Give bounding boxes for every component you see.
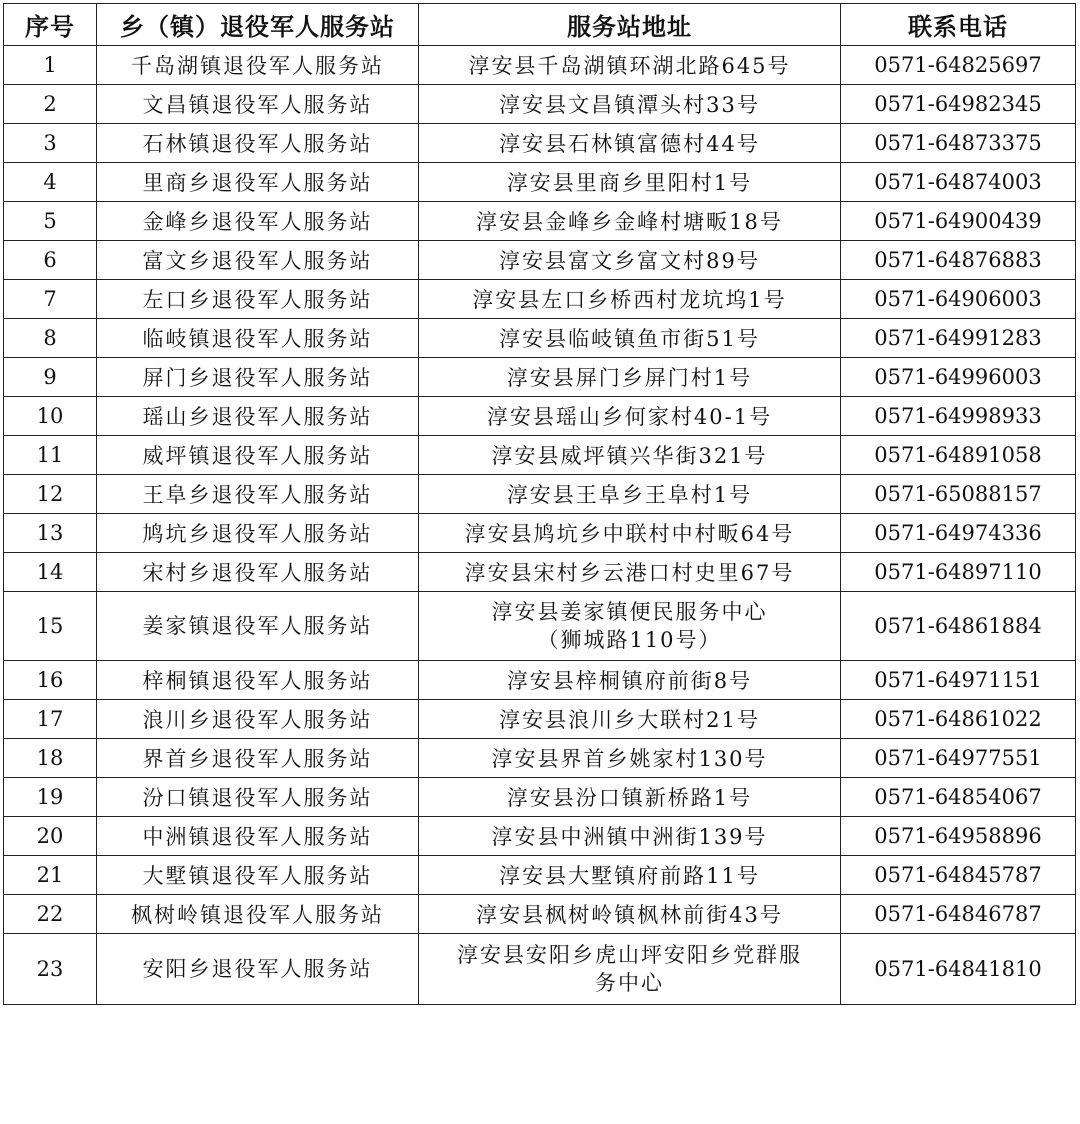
cell-station: 姜家镇退役军人服务站 — [97, 592, 419, 661]
cell-phone: 0571-64998933 — [841, 397, 1076, 436]
cell-station: 大墅镇退役军人服务站 — [97, 856, 419, 895]
cell-address: 淳安县瑶山乡何家村40-1号 — [419, 397, 841, 436]
cell-phone: 0571-64845787 — [841, 856, 1076, 895]
cell-address: 淳安县石林镇富德村44号 — [419, 124, 841, 163]
cell-index: 9 — [4, 358, 97, 397]
cell-station: 屏门乡退役军人服务站 — [97, 358, 419, 397]
header-station: 乡（镇）退役军人服务站 — [97, 4, 419, 46]
cell-phone: 0571-64996003 — [841, 358, 1076, 397]
table-row — [4, 280, 1076, 319]
cell-phone: 0571-64906003 — [841, 280, 1076, 319]
cell-phone: 0571-65088157 — [841, 475, 1076, 514]
table-row — [4, 475, 1076, 514]
table-header-row — [4, 4, 1076, 46]
table-row — [4, 358, 1076, 397]
cell-index: 17 — [4, 700, 97, 739]
cell-address: 淳安县浪川乡大联村21号 — [419, 700, 841, 739]
cell-station: 石林镇退役军人服务站 — [97, 124, 419, 163]
cell-phone: 0571-64977551 — [841, 739, 1076, 778]
cell-index: 23 — [4, 934, 97, 1005]
cell-phone: 0571-64861884 — [841, 592, 1076, 661]
cell-address: 淳安县中洲镇中洲街139号 — [419, 817, 841, 856]
table-row — [4, 661, 1076, 700]
cell-station: 里商乡退役军人服务站 — [97, 163, 419, 202]
table-row — [4, 856, 1076, 895]
cell-address: 淳安县枫树岭镇枫林前街43号 — [419, 895, 841, 934]
cell-station: 浪川乡退役军人服务站 — [97, 700, 419, 739]
table-row — [4, 592, 1076, 661]
cell-address: 淳安县屏门乡屏门村1号 — [419, 358, 841, 397]
cell-station: 金峰乡退役军人服务站 — [97, 202, 419, 241]
cell-index: 2 — [4, 85, 97, 124]
cell-index: 16 — [4, 661, 97, 700]
cell-phone: 0571-64874003 — [841, 163, 1076, 202]
table-row — [4, 202, 1076, 241]
cell-phone: 0571-64974336 — [841, 514, 1076, 553]
table-row — [4, 436, 1076, 475]
table-row — [4, 817, 1076, 856]
cell-station: 鸠坑乡退役军人服务站 — [97, 514, 419, 553]
cell-address: 淳安县里商乡里阳村1号 — [419, 163, 841, 202]
cell-index: 19 — [4, 778, 97, 817]
cell-station: 梓桐镇退役军人服务站 — [97, 661, 419, 700]
cell-index: 13 — [4, 514, 97, 553]
table-row — [4, 514, 1076, 553]
cell-phone: 0571-64991283 — [841, 319, 1076, 358]
table-row — [4, 319, 1076, 358]
cell-station: 中洲镇退役军人服务站 — [97, 817, 419, 856]
cell-index: 12 — [4, 475, 97, 514]
cell-index: 1 — [4, 46, 97, 85]
cell-address-line: （狮城路110号） — [537, 628, 722, 652]
cell-index: 7 — [4, 280, 97, 319]
cell-station: 枫树岭镇退役军人服务站 — [97, 895, 419, 934]
cell-address-line: 淳安县安阳乡虎山坪安阳乡党群服 — [457, 943, 802, 967]
cell-address-line: 务中心 — [595, 971, 664, 995]
cell-index: 21 — [4, 856, 97, 895]
cell-address: 淳安县文昌镇潭头村33号 — [419, 85, 841, 124]
cell-index: 18 — [4, 739, 97, 778]
cell-address: 淳安县宋村乡云港口村史里67号 — [419, 553, 841, 592]
cell-phone: 0571-64900439 — [841, 202, 1076, 241]
cell-index: 22 — [4, 895, 97, 934]
cell-address: 淳安县鸠坑乡中联村中村畈64号 — [419, 514, 841, 553]
cell-index: 14 — [4, 553, 97, 592]
header-phone: 联系电话 — [841, 4, 1076, 46]
table-row — [4, 700, 1076, 739]
cell-index: 8 — [4, 319, 97, 358]
table-row — [4, 778, 1076, 817]
cell-phone: 0571-64876883 — [841, 241, 1076, 280]
cell-address: 淳安县梓桐镇府前街8号 — [419, 661, 841, 700]
cell-phone: 0571-64861022 — [841, 700, 1076, 739]
cell-index: 20 — [4, 817, 97, 856]
cell-station: 安阳乡退役军人服务站 — [97, 934, 419, 1005]
table-row — [4, 739, 1076, 778]
service-station-table-wrapper — [3, 3, 1075, 1005]
cell-index: 3 — [4, 124, 97, 163]
cell-address: 淳安县大墅镇府前路11号 — [419, 856, 841, 895]
cell-address: 淳安县王阜乡王阜村1号 — [419, 475, 841, 514]
cell-address: 淳安县汾口镇新桥路1号 — [419, 778, 841, 817]
cell-address — [419, 934, 841, 1005]
table-row — [4, 397, 1076, 436]
table-row — [4, 163, 1076, 202]
cell-station: 瑶山乡退役军人服务站 — [97, 397, 419, 436]
cell-index: 4 — [4, 163, 97, 202]
cell-station: 汾口镇退役军人服务站 — [97, 778, 419, 817]
cell-station: 千岛湖镇退役军人服务站 — [97, 46, 419, 85]
cell-address: 淳安县金峰乡金峰村塘畈18号 — [419, 202, 841, 241]
cell-phone: 0571-64971151 — [841, 661, 1076, 700]
cell-phone: 0571-64846787 — [841, 895, 1076, 934]
table-row — [4, 46, 1076, 85]
cell-address: 淳安县界首乡姚家村130号 — [419, 739, 841, 778]
cell-station: 威坪镇退役军人服务站 — [97, 436, 419, 475]
cell-phone: 0571-64982345 — [841, 85, 1076, 124]
cell-station: 文昌镇退役军人服务站 — [97, 85, 419, 124]
cell-index: 11 — [4, 436, 97, 475]
cell-address: 淳安县富文乡富文村89号 — [419, 241, 841, 280]
cell-station: 界首乡退役军人服务站 — [97, 739, 419, 778]
cell-index: 15 — [4, 592, 97, 661]
cell-address: 淳安县千岛湖镇环湖北路645号 — [419, 46, 841, 85]
table-row — [4, 553, 1076, 592]
cell-phone: 0571-64958896 — [841, 817, 1076, 856]
cell-station: 宋村乡退役军人服务站 — [97, 553, 419, 592]
cell-address — [419, 592, 841, 661]
cell-address: 淳安县威坪镇兴华街321号 — [419, 436, 841, 475]
table-row — [4, 241, 1076, 280]
header-index: 序号 — [4, 4, 97, 46]
cell-address: 淳安县临岐镇鱼市街51号 — [419, 319, 841, 358]
cell-station: 王阜乡退役军人服务站 — [97, 475, 419, 514]
header-address: 服务站地址 — [419, 4, 841, 46]
cell-phone: 0571-64891058 — [841, 436, 1076, 475]
cell-address-line: 淳安县姜家镇便民服务中心 — [491, 600, 768, 624]
cell-address: 淳安县左口乡桥西村龙坑坞1号 — [419, 280, 841, 319]
cell-phone: 0571-64825697 — [841, 46, 1076, 85]
table-row — [4, 895, 1076, 934]
cell-index: 6 — [4, 241, 97, 280]
cell-station: 左口乡退役军人服务站 — [97, 280, 419, 319]
table-row — [4, 85, 1076, 124]
table-row — [4, 124, 1076, 163]
cell-phone: 0571-64897110 — [841, 553, 1076, 592]
cell-phone: 0571-64873375 — [841, 124, 1076, 163]
cell-station: 富文乡退役军人服务站 — [97, 241, 419, 280]
cell-index: 10 — [4, 397, 97, 436]
cell-phone: 0571-64854067 — [841, 778, 1076, 817]
cell-station: 临岐镇退役军人服务站 — [97, 319, 419, 358]
cell-phone: 0571-64841810 — [841, 934, 1076, 1005]
service-station-table — [3, 3, 1076, 1005]
table-row — [4, 934, 1076, 1005]
cell-index: 5 — [4, 202, 97, 241]
